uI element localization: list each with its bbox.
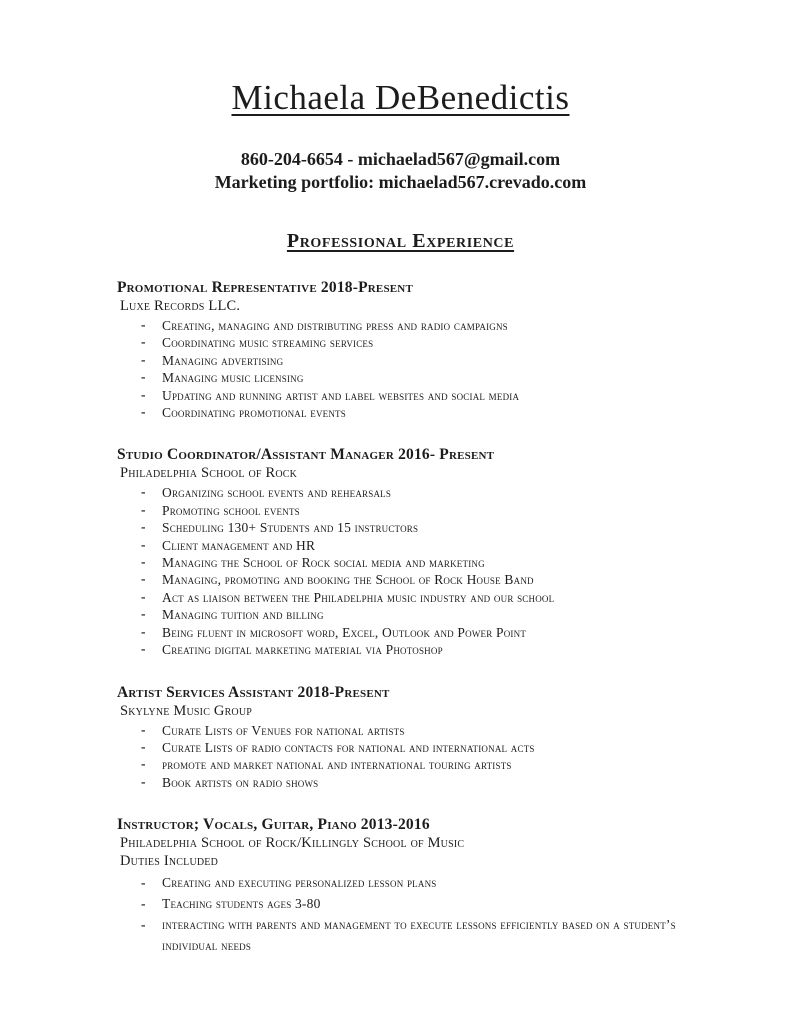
job-title: Promotional Representative 2018-Present: [117, 279, 413, 296]
title-block: [107, 78, 694, 118]
bullet-list: [117, 317, 694, 421]
job-title: Artist Services Assistant 2018-Present: [117, 683, 390, 701]
bullet-item: - Updating and running artist and label websites and social media: [117, 387, 694, 404]
bullet-item: - Managing tuition and billing: [117, 606, 694, 623]
contact-info: [107, 148, 694, 194]
bullet-list: [117, 872, 694, 956]
bullet-item: - Teaching students ages 3-80: [117, 893, 694, 914]
bullet-item: - Client management and HR: [117, 537, 694, 554]
contact-portfolio: Marketing portfolio: michaelad567.crevado.com: [214, 172, 587, 192]
bullet-item: - Managing music licensing: [117, 369, 694, 386]
bullet-item: - Coordinating music streaming services: [117, 334, 694, 351]
bullet-item: - Managing the School of Rock social media and marketing: [117, 554, 694, 571]
job-title: Instructor; Vocals, Guitar, Piano 2013-2016: [117, 816, 430, 834]
contact-phone-email: 860-204-6654 - michaelad567@gmail.com: [240, 149, 561, 169]
organization: Skylyne Music Group: [120, 702, 253, 719]
page-title: Michaela DeBenedictis: [231, 78, 570, 117]
bullet-item: - Creating digital marketing material via Photoshop: [117, 641, 694, 658]
organization: Philadelphia School of Rock/Killingly School of Music: [120, 835, 465, 852]
bullet-item: - Being fluent in microsoft word, Excel, Outlook and Power Point: [117, 624, 694, 641]
bullet-item: - Coordinating promotional events: [117, 404, 694, 421]
bullet-item: - Curate Lists of radio contacts for national and international acts: [117, 739, 694, 756]
bullet-list: [117, 722, 694, 792]
job-title: Studio Coordinator/Assistant Manager 2016- Present: [117, 446, 495, 464]
bullet-item: - Managing advertising: [117, 352, 694, 369]
bullet-list: [117, 484, 694, 658]
professional-experience-heading: Professional Experience: [286, 230, 515, 252]
duties-included-label: Duties Included: [120, 853, 219, 870]
organization: Philadelphia School of Rock: [120, 465, 298, 482]
organization: Luxe Records LLC.: [120, 298, 241, 314]
bullet-item: - Curate Lists of Venues for national artists: [117, 722, 694, 739]
bullet-item: - Promoting school events: [117, 502, 694, 519]
experience-promotional-representative: [117, 279, 694, 421]
bullet-item: - Creating and executing personalized lesson plans: [117, 872, 694, 893]
bullet-item: - Managing, promoting and booking the School of Rock House Band: [117, 571, 694, 588]
bullet-item: - Scheduling 130+ Students and 15 instructors: [117, 519, 694, 536]
heading-block: [107, 230, 694, 253]
bullet-item: - Book artists on radio shows: [117, 774, 694, 791]
experience-instructor: [117, 816, 694, 956]
bullet-item: - Creating, managing and distributing press and radio campaigns: [117, 317, 694, 334]
experience-studio-coordinator: [117, 446, 694, 658]
bullet-item: - Act as liaison between the Philadelphia music industry and our school: [117, 589, 694, 606]
bullet-item: - Organizing school events and rehearsals: [117, 484, 694, 501]
experience-artist-services: [117, 684, 694, 792]
bullet-item: - promote and market national and international touring artists: [117, 756, 694, 773]
bullet-item: - interacting with parents and management to execute lessons efficiently based on a student’s individual needs: [117, 914, 694, 956]
